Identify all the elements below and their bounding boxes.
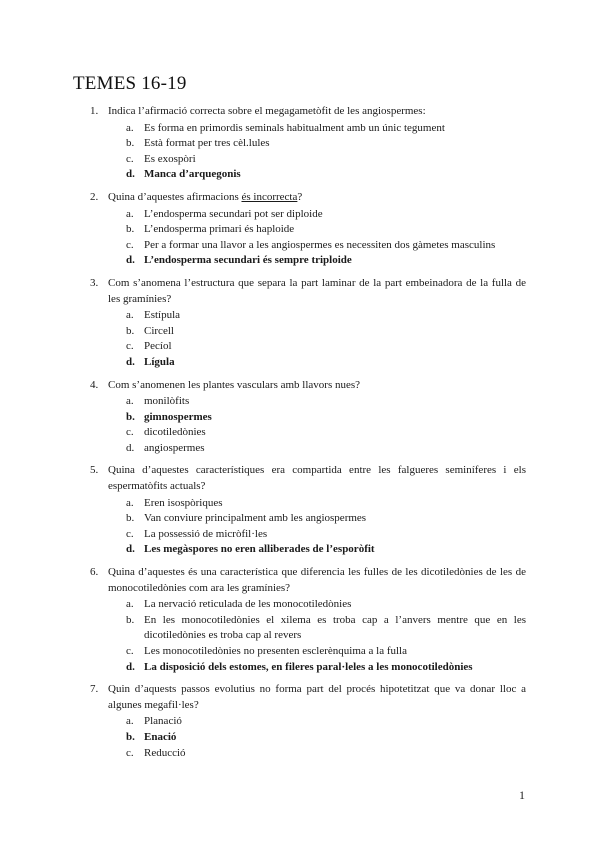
option-letter: a. xyxy=(126,207,134,220)
option-letter: b. xyxy=(126,324,135,337)
question-5 xyxy=(0,463,600,558)
question-number: 2. xyxy=(90,190,99,203)
option-text: Es exospòri xyxy=(144,152,196,165)
option-b-correct xyxy=(0,410,600,426)
option-c xyxy=(0,527,600,543)
option-a xyxy=(0,121,600,137)
option-letter: d. xyxy=(126,254,135,267)
question-text: Quina d’aquestes és una característica que diferencia les fulles de les dicotiledònies de les de monocotiledònies com ara les gramínies? xyxy=(108,566,526,594)
page-number: 1 xyxy=(519,788,525,802)
page-title: TEMES 16-19 xyxy=(73,73,187,94)
option-text: dicotiledònies xyxy=(144,426,206,439)
question-list xyxy=(0,104,600,768)
option-text: monilòfits xyxy=(144,395,190,408)
option-list xyxy=(0,714,600,761)
option-b xyxy=(0,511,600,527)
question-1 xyxy=(0,104,600,183)
option-c xyxy=(0,152,600,168)
question-number: 4. xyxy=(90,378,99,391)
option-letter: c. xyxy=(126,340,134,353)
option-text: Enació xyxy=(144,730,177,743)
question-number: 3. xyxy=(90,276,99,289)
option-letter: b. xyxy=(126,613,135,626)
option-letter: c. xyxy=(126,645,134,657)
option-text: Per a formar una llavor a les angiospermes es necessiten dos gàmetes masculins xyxy=(144,238,496,251)
option-d-correct xyxy=(0,542,600,558)
option-letter: a. xyxy=(126,309,134,322)
option-text: Es forma en primordis seminals habitualment amb un únic tegument xyxy=(144,121,445,134)
option-text: Lígula xyxy=(144,355,175,368)
option-text: Estípula xyxy=(144,309,181,322)
option-c xyxy=(0,644,600,660)
question-number: 6. xyxy=(90,566,99,579)
question-text: Indica l’afirmació correcta sobre el megagametòfit de les angiospermes: xyxy=(108,105,426,117)
option-text: En les monocotiledònies el xilema es troba cap a l’anvers mentre que en les dicotiledònies es troba cap al revers xyxy=(144,613,526,642)
option-c xyxy=(0,425,600,441)
option-list xyxy=(0,597,600,675)
question-7 xyxy=(0,682,600,761)
question-text: Quin d’aquests passos evolutius no forma part del procés hipotetitzat que va donar lloc a algunes megafil·les? xyxy=(108,683,526,711)
option-list xyxy=(0,121,600,183)
option-letter: a. xyxy=(126,598,134,611)
option-letter: c. xyxy=(126,527,134,540)
option-d-correct xyxy=(0,167,600,183)
option-letter: c. xyxy=(126,746,134,759)
option-letter: a. xyxy=(126,715,134,728)
option-a xyxy=(0,496,600,512)
option-letter: a. xyxy=(126,496,134,509)
option-text: La disposició dels estomes, en fileres paral·leles a les monocotiledònies xyxy=(144,660,473,673)
option-text: Reducció xyxy=(144,746,186,759)
option-a xyxy=(0,597,600,613)
option-text: La nervació reticulada de les monocotiledònies xyxy=(144,598,352,611)
option-letter: b. xyxy=(126,512,135,525)
option-d xyxy=(0,441,600,457)
question-number: 1. xyxy=(90,105,99,117)
option-text: gimnospermes xyxy=(144,410,212,423)
option-letter: b. xyxy=(126,410,135,423)
option-letter: b. xyxy=(126,137,135,150)
option-b xyxy=(0,613,600,644)
question-text-end: ? xyxy=(297,190,303,203)
option-c xyxy=(0,339,600,355)
option-letter: d. xyxy=(126,543,135,556)
option-d-correct xyxy=(0,253,600,269)
question-6 xyxy=(0,565,600,675)
option-b-correct xyxy=(0,730,600,746)
option-text: Planació xyxy=(144,715,182,728)
question-number: 7. xyxy=(90,683,99,696)
option-d-correct xyxy=(0,355,600,371)
option-list xyxy=(0,496,600,558)
option-b xyxy=(0,222,600,238)
option-letter: c. xyxy=(126,238,134,251)
option-letter: c. xyxy=(126,152,134,165)
question-4 xyxy=(0,378,600,457)
option-c xyxy=(0,238,600,254)
option-text: Les megàspores no eren alliberades de l’esporòfit xyxy=(144,543,375,556)
option-text: Circell xyxy=(144,324,174,337)
option-b xyxy=(0,136,600,152)
option-letter: a. xyxy=(126,121,134,134)
option-a xyxy=(0,714,600,730)
option-list xyxy=(0,207,600,269)
option-text: La possessió de micròfil·les xyxy=(144,527,268,540)
option-letter: d. xyxy=(126,660,135,673)
option-a xyxy=(0,308,600,324)
option-letter: a. xyxy=(126,395,134,408)
option-list xyxy=(0,308,600,370)
option-text: L’endosperma secundari pot ser diploide xyxy=(144,207,323,220)
question-2 xyxy=(0,190,600,269)
question-text-start: Quina d’aquestes afirmacions xyxy=(108,190,242,203)
option-text: Pecíol xyxy=(144,340,172,353)
question-3 xyxy=(0,276,600,371)
option-letter: b. xyxy=(126,730,135,743)
option-a xyxy=(0,207,600,223)
option-letter: c. xyxy=(126,426,134,439)
option-list xyxy=(0,394,600,456)
question-number: 5. xyxy=(90,464,99,477)
option-letter: d. xyxy=(126,355,135,368)
option-letter: d. xyxy=(126,168,135,181)
option-text: Està format per tres cèl.lules xyxy=(144,137,270,150)
option-text: Les monocotiledònies no presenten esclerènquima a la fulla xyxy=(144,645,407,657)
question-text xyxy=(108,190,526,206)
option-a xyxy=(0,394,600,410)
option-letter: b. xyxy=(126,223,135,236)
option-text: L’endosperma secundari és sempre triploide xyxy=(144,254,352,267)
option-d-correct xyxy=(0,660,600,676)
question-text: Quina d’aquestes característiques era compartida entre les falgueres seminíferes i els espermatòfits actuals? xyxy=(108,464,526,493)
option-text: Manca d’arquegonis xyxy=(144,168,241,181)
option-text: angiospermes xyxy=(144,441,205,454)
option-text: Van conviure principalment amb les angiospermes xyxy=(144,512,367,525)
option-text: Eren isospòriques xyxy=(144,496,223,509)
question-text: Com s’anomena l’estructura que separa la part laminar de la part embeinadora de la fulla de les gramínies? xyxy=(108,276,526,305)
option-letter: d. xyxy=(126,441,135,454)
option-text: L’endosperma primari és haploide xyxy=(144,223,295,236)
question-text: Com s’anomenen les plantes vasculars amb llavors nues? xyxy=(108,378,361,391)
option-b xyxy=(0,324,600,340)
option-c xyxy=(0,746,600,762)
question-text-underlined: és incorrecta xyxy=(241,190,298,203)
